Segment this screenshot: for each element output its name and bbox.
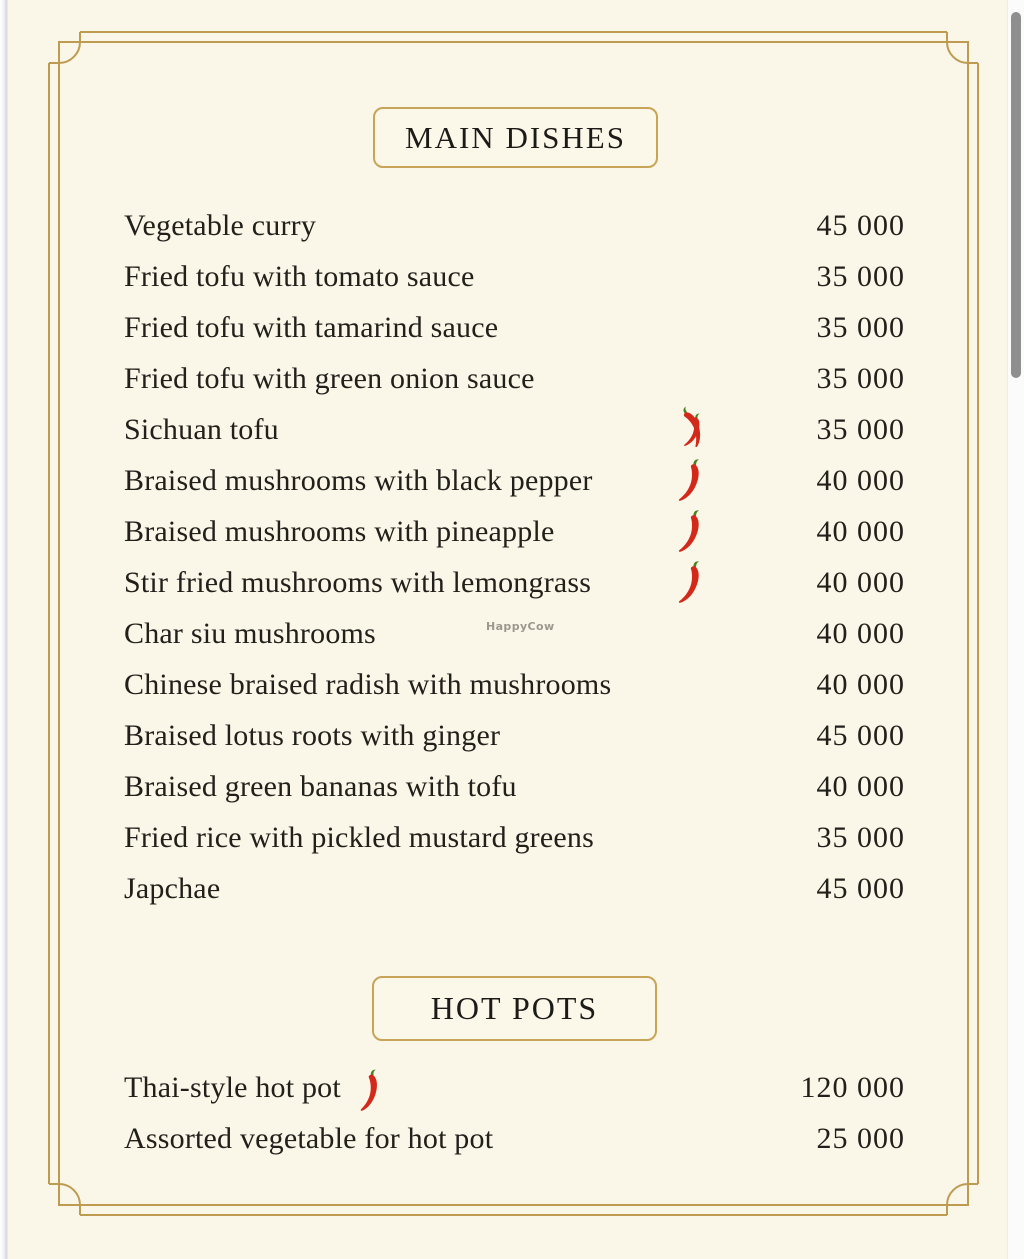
dish-name-group — [124, 566, 591, 600]
dish-name-group — [124, 617, 376, 651]
menu-item-row — [124, 608, 905, 659]
menu-item-row — [124, 863, 905, 914]
dish-name-group — [124, 770, 517, 804]
dish-price: 35 000 — [816, 310, 905, 344]
dish-price: 45 000 — [816, 208, 905, 242]
dish-price: 35 000 — [816, 259, 905, 293]
dish-name: Fried tofu with tamarind sauce — [124, 310, 499, 344]
dish-name-group — [124, 1066, 382, 1110]
scrollbar-track[interactable] — [1007, 0, 1024, 1259]
section-title-main-dishes — [373, 107, 658, 168]
dish-name-group — [124, 821, 594, 855]
chili-icon — [355, 1066, 384, 1112]
dish-name-group — [124, 311, 498, 345]
dish-price: 35 000 — [816, 820, 905, 854]
menu-item-row — [124, 455, 905, 506]
dish-price: 45 000 — [816, 718, 905, 752]
dish-price: 40 000 — [816, 667, 905, 701]
dish-name-group — [124, 515, 555, 549]
section-title-hot-pots — [372, 976, 657, 1041]
dish-name-group — [124, 719, 500, 753]
dish-price: 120 000 — [800, 1070, 905, 1104]
dish-price: 35 000 — [816, 412, 905, 446]
dish-name-group — [124, 464, 593, 498]
dish-name: Stir fried mushrooms with lemongrass — [124, 565, 592, 599]
happycow-watermark: HappyCow — [486, 620, 555, 633]
section-title-label: MAIN DISHES — [405, 119, 626, 155]
dish-name: Assorted vegetable for hot pot — [124, 1121, 494, 1155]
dish-name: Vegetable curry — [124, 208, 317, 242]
dish-name-group — [124, 260, 475, 294]
dish-price: 45 000 — [816, 871, 905, 905]
menu-item-row — [124, 404, 905, 455]
menu-item-row — [124, 557, 905, 608]
scrollbar-thumb[interactable] — [1011, 12, 1021, 378]
spicy-indicator — [355, 1066, 384, 1112]
menu-item-row — [124, 506, 905, 557]
dish-name: Thai-style hot pot — [124, 1070, 341, 1104]
chili-icon — [677, 508, 704, 554]
chili-icon — [677, 457, 704, 503]
dish-name-group — [124, 1122, 493, 1156]
dish-name: Braised green bananas with tofu — [124, 769, 517, 803]
dish-name: Braised mushrooms with pineapple — [124, 514, 555, 548]
menu-item-row — [124, 710, 905, 761]
dish-name-group — [124, 668, 611, 702]
menu-item-row — [124, 761, 905, 812]
spicy-indicator — [677, 457, 704, 503]
menu-item-row — [124, 812, 905, 863]
menu-item-row — [124, 1113, 905, 1164]
dish-name: Fried tofu with tomato sauce — [124, 259, 475, 293]
dish-name: Braised lotus roots with ginger — [124, 718, 501, 752]
dish-name-group — [124, 209, 316, 243]
double-chili-icon — [672, 404, 708, 452]
dish-name: Fried rice with pickled mustard greens — [124, 820, 594, 854]
menu-item-row — [124, 251, 905, 302]
dish-price: 40 000 — [816, 616, 905, 650]
menu-item-row — [124, 659, 905, 710]
dish-name: Sichuan tofu — [124, 412, 279, 446]
menu-item-row — [124, 1062, 905, 1113]
page-edge-shadow — [0, 0, 8, 1259]
dish-name: Braised mushrooms with black pepper — [124, 463, 593, 497]
dish-price: 35 000 — [816, 361, 905, 395]
dish-price: 40 000 — [816, 769, 905, 803]
spicy-indicator — [677, 406, 708, 452]
dish-name-group — [124, 872, 220, 906]
menu-item-row — [124, 200, 905, 251]
section-title-label: HOT POTS — [430, 990, 599, 1026]
hot-pots-list — [124, 1062, 905, 1164]
dish-price: 40 000 — [816, 514, 905, 548]
spicy-indicator — [677, 508, 704, 554]
spicy-indicator — [677, 559, 704, 605]
main-dishes-list — [124, 200, 905, 914]
dish-name: Char siu mushrooms — [124, 616, 376, 650]
dish-name: Japchae — [124, 871, 221, 905]
dish-name: Chinese braised radish with mushrooms — [124, 667, 612, 701]
dish-price: 25 000 — [816, 1121, 905, 1155]
menu-item-row — [124, 302, 905, 353]
dish-name-group — [124, 362, 535, 396]
menu-item-row — [124, 353, 905, 404]
chili-icon — [677, 559, 704, 605]
dish-name: Fried tofu with green onion sauce — [124, 361, 535, 395]
dish-price: 40 000 — [816, 565, 905, 599]
dish-price: 40 000 — [816, 463, 905, 497]
dish-name-group — [124, 413, 279, 447]
